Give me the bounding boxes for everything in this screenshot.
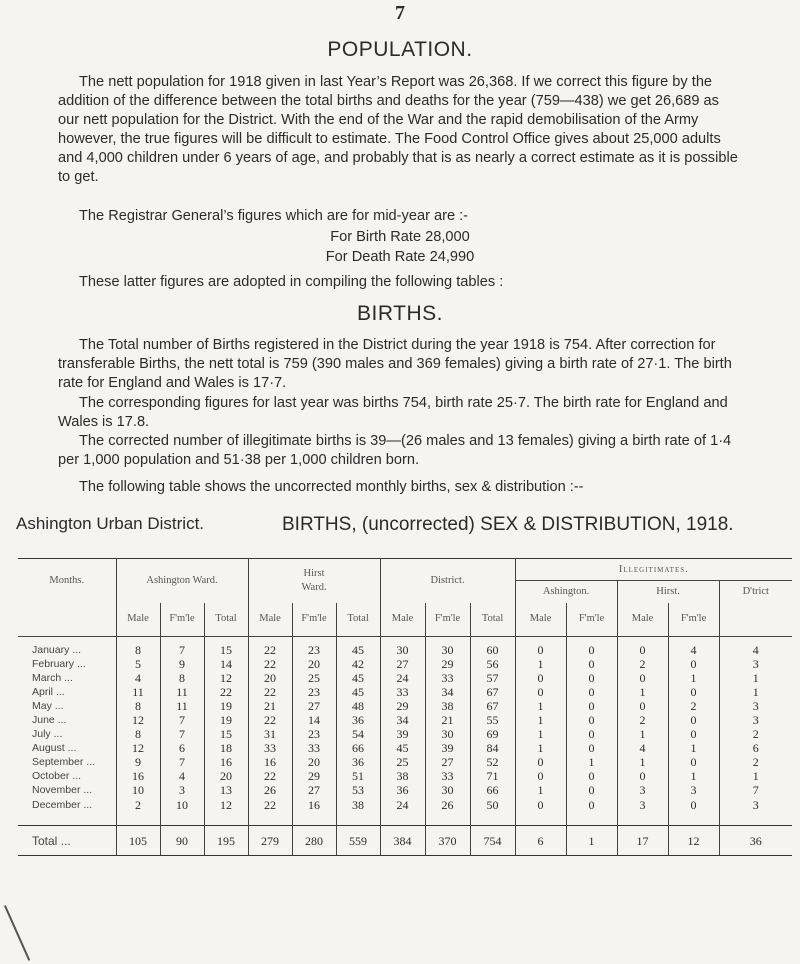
cell-illeg-ashington-male: 1 — [515, 699, 566, 713]
cell-hirst-total: 54 — [336, 727, 380, 741]
cell-illeg-hirst-female: 0 — [668, 685, 719, 699]
month-label-text: January — [32, 643, 70, 656]
cell-district-female: 30 — [425, 727, 470, 741]
cell-ashington-male: 5 — [116, 657, 160, 671]
header-months: Months. — [18, 559, 116, 603]
population-paragraph: The nett population for 1918 given in last Year’s Report was 26,368. If we correct this figure by the addition of the difference between the total births and deaths for the year (759—438) we get 26,689 as our nett population for the District. With the end of the War and the rapid demobilisation of the Army however, the true figures will be difficult to estimate. The Food Control Office gives about 25,000 adults and 4,000 children under 6 years of age, and probably that is as nearly a correct estimate as it is possible to get. — [58, 74, 738, 185]
table-row — [18, 783, 792, 797]
cell-ashington-male: 8 — [116, 727, 160, 741]
cell-illeg-hirst-female: 4 — [668, 643, 719, 657]
cell-illeg-ashington-female: 1 — [566, 826, 617, 856]
leader-dots: ... — [55, 685, 65, 698]
month-label — [18, 671, 116, 685]
header-total: Total — [470, 603, 515, 637]
cell-ashington-male: 8 — [116, 643, 160, 657]
cell-illeg-ashington-female: 0 — [566, 657, 617, 671]
cell-ashington-male: 105 — [116, 826, 160, 856]
cell-ashington-female: 90 — [160, 826, 204, 856]
header-ashington-ward: Ashington Ward. — [116, 559, 248, 603]
cell-hirst-male: 22 — [248, 643, 292, 657]
cell-district-male: 45 — [380, 741, 425, 755]
cell-illeg-ashington-male: 0 — [515, 685, 566, 699]
header-district: District. — [380, 559, 515, 603]
cell-illeg-district: 2 — [752, 755, 759, 770]
cell-district-male: 33 — [380, 685, 425, 699]
cell-hirst-total: 45 — [336, 671, 380, 685]
month-label-text: June — [32, 714, 55, 727]
month-label — [18, 769, 116, 783]
cell-illeg-hirst-male: 0 — [617, 769, 668, 783]
cell-illeg-hirst-female: 3 — [668, 783, 719, 797]
cell-district-male: 34 — [380, 713, 425, 727]
cell-district-female: 29 — [425, 657, 470, 671]
cell-hirst-total: 48 — [336, 699, 380, 713]
table-row — [18, 685, 792, 699]
cell-ashington-total: 12 — [204, 798, 248, 812]
cell-district-total: 69 — [470, 727, 515, 741]
cell-ashington-female: 8 — [160, 671, 204, 685]
cell-illeg-hirst-male: 17 — [617, 826, 668, 856]
month-label — [18, 783, 116, 797]
cell-illeg-district: 6 — [752, 741, 759, 756]
cell-district-female: 370 — [425, 826, 470, 856]
cell-ashington-female: 7 — [160, 643, 204, 657]
cell-illeg-ashington-female: 0 — [566, 741, 617, 755]
cell-illeg-hirst-male: 2 — [617, 713, 668, 727]
cell-ashington-total: 195 — [204, 826, 248, 856]
cell-district-female: 38 — [425, 699, 470, 713]
cell-ashington-female: 7 — [160, 713, 204, 727]
leader-dots: ... — [67, 742, 77, 755]
cell-ashington-total: 14 — [204, 657, 248, 671]
births-table — [18, 558, 792, 856]
header-illeg-hirst: Hirst. — [617, 581, 719, 603]
header-female: F'm'le — [160, 603, 204, 637]
cell-illeg-hirst-female: 2 — [668, 699, 719, 713]
cell-ashington-total: 18 — [204, 741, 248, 755]
cell-illeg-hirst-female: 0 — [668, 798, 719, 812]
cell-district-total: 67 — [470, 685, 515, 699]
cell-illeg-hirst-female: 1 — [668, 671, 719, 685]
cell-illeg-ashington-male: 1 — [515, 727, 566, 741]
leader-dots: ... — [83, 798, 93, 811]
cell-district-female: 30 — [425, 783, 470, 797]
cell-illeg-ashington-male: 0 — [515, 643, 566, 657]
cell-district-total: 50 — [470, 798, 515, 812]
header-female: F'm'le — [292, 603, 336, 637]
cell-ashington-female: 9 — [160, 657, 204, 671]
cell-illeg-ashington-female: 0 — [566, 685, 617, 699]
cell-district-male: 25 — [380, 755, 425, 769]
month-label — [18, 755, 116, 769]
month-label-text: July — [32, 728, 51, 741]
cell-illeg-hirst-female: 0 — [668, 755, 719, 769]
cell-illeg-district: 3 — [752, 698, 759, 713]
cell-illeg-district: 1 — [752, 684, 759, 699]
header-male: Male — [116, 603, 160, 637]
cell-illeg-ashington-female: 0 — [566, 713, 617, 727]
header-male: Male — [617, 603, 668, 637]
cell-hirst-male: 20 — [248, 671, 292, 685]
cell-illeg-ashington-male: 6 — [515, 826, 566, 856]
table-row — [18, 713, 792, 727]
cell-illeg-district: 3 — [752, 656, 759, 671]
cell-illeg-hirst-female: 1 — [668, 741, 719, 755]
cell-illeg-ashington-female: 0 — [566, 699, 617, 713]
cell-illeg-district: 3 — [752, 797, 759, 812]
cell-illeg-district: 4 — [752, 642, 759, 657]
cell-ashington-total: 13 — [204, 783, 248, 797]
cell-hirst-total: 66 — [336, 741, 380, 755]
cell-district-male: 27 — [380, 657, 425, 671]
cell-illeg-hirst-female: 12 — [668, 826, 719, 856]
leader-dots: ... — [64, 671, 73, 684]
cell-hirst-female: 27 — [292, 699, 336, 713]
cell-ashington-male: 8 — [116, 699, 160, 713]
month-label-text: November — [32, 784, 81, 797]
cell-hirst-female: 25 — [292, 671, 336, 685]
births-heading: BIRTHS. — [357, 302, 443, 325]
births-last-year-paragraph: The corresponding figures for last year was births 754, birth rate 25·7. The birth rate for England and Wales is 17.8. — [58, 395, 728, 430]
cell-hirst-female: 16 — [292, 798, 336, 812]
cell-district-male: 384 — [380, 826, 425, 856]
cell-ashington-total: 12 — [204, 671, 248, 685]
cell-illeg-ashington-male: 0 — [515, 798, 566, 812]
cell-illeg-ashington-female: 0 — [566, 727, 617, 741]
cell-hirst-male: 21 — [248, 699, 292, 713]
table-intro-paragraph: The following table shows the uncorrected monthly births, sex & distribution :-- — [79, 479, 584, 495]
cell-district-female: 34 — [425, 685, 470, 699]
cell-hirst-male: 279 — [248, 826, 292, 856]
cell-ashington-total: 19 — [204, 699, 248, 713]
cell-hirst-female: 20 — [292, 657, 336, 671]
month-label — [18, 657, 116, 671]
cell-district-male: 24 — [380, 671, 425, 685]
month-label-text: April — [32, 685, 54, 698]
cell-district-total: 60 — [470, 643, 515, 657]
cell-ashington-total: 15 — [204, 727, 248, 741]
cell-ashington-male: 4 — [116, 671, 160, 685]
table-row — [18, 755, 792, 769]
month-label-text: February — [32, 657, 75, 670]
cell-district-total: 754 — [470, 826, 515, 856]
table-row — [18, 798, 792, 812]
cell-district-total: 71 — [470, 769, 515, 783]
month-label — [18, 727, 116, 741]
cell-illeg-hirst-male: 4 — [617, 741, 668, 755]
cell-hirst-total: 42 — [336, 657, 380, 671]
month-label-text: December — [32, 798, 81, 811]
cell-illeg-ashington-male: 0 — [515, 769, 566, 783]
cell-illeg-ashington-male: 1 — [515, 741, 566, 755]
cell-illeg-ashington-male: 0 — [515, 671, 566, 685]
illegitimate-births-paragraph: The corrected number of illegitimate births is 39—(26 males and 13 females) giving a birth rate of 1·4 per 1,000 population and 51·38 per 1,000 children born. — [58, 433, 732, 468]
leader-dots: ... — [83, 784, 93, 797]
cell-illeg-district: 7 — [752, 783, 759, 798]
cell-ashington-female: 11 — [160, 685, 204, 699]
cell-illeg-district: 36 — [749, 833, 762, 848]
cell-district-total: 55 — [470, 713, 515, 727]
cell-hirst-female: 23 — [292, 727, 336, 741]
month-label — [18, 741, 116, 755]
header-female: F'm'le — [668, 603, 719, 637]
cell-hirst-female: 23 — [292, 685, 336, 699]
table-row — [18, 699, 792, 713]
cell-ashington-female: 7 — [160, 755, 204, 769]
cell-district-female: 27 — [425, 755, 470, 769]
header-hirst-ward: Hirst Ward. — [248, 559, 380, 603]
header-total: Total — [204, 603, 248, 637]
cell-ashington-male: 12 — [116, 741, 160, 755]
leader-dots: ... — [60, 833, 71, 848]
cell-district-male: 24 — [380, 798, 425, 812]
cell-district-female: 21 — [425, 713, 470, 727]
margin-mark — [4, 905, 30, 961]
death-rate-population: For Death Rate 24,990 — [325, 249, 475, 265]
header-illegitimates: Illegitimates. — [515, 559, 792, 581]
header-illeg-district: D'trict — [742, 585, 769, 597]
cell-hirst-total: 45 — [336, 685, 380, 699]
total-row — [18, 826, 792, 856]
cell-ashington-male: 2 — [116, 798, 160, 812]
cell-hirst-female: 29 — [292, 769, 336, 783]
cell-district-female: 33 — [425, 769, 470, 783]
cell-ashington-total: 15 — [204, 643, 248, 657]
month-label — [18, 643, 116, 657]
total-label-text: Total — [32, 833, 58, 848]
cell-hirst-male: 26 — [248, 783, 292, 797]
leader-dots: ... — [53, 728, 63, 741]
cell-hirst-total: 53 — [336, 783, 380, 797]
birth-rate-population: For Birth Rate 28,000 — [330, 229, 470, 245]
tables-note-paragraph: These latter figures are adopted in compiling the following tables : — [79, 274, 504, 290]
population-heading: POPULATION. — [327, 38, 473, 61]
cell-district-male: 39 — [380, 727, 425, 741]
cell-district-total: 56 — [470, 657, 515, 671]
births-table-wrapper — [18, 558, 792, 856]
header-illeg-ashington: Ashington. — [515, 581, 617, 603]
month-label — [18, 685, 116, 699]
table-row — [18, 657, 792, 671]
cell-hirst-male: 31 — [248, 727, 292, 741]
cell-ashington-male: 10 — [116, 783, 160, 797]
cell-district-female: 30 — [425, 643, 470, 657]
cell-hirst-total: 36 — [336, 713, 380, 727]
cell-ashington-male: 16 — [116, 769, 160, 783]
header-female: F'm'le — [566, 603, 617, 637]
cell-ashington-male: 9 — [116, 755, 160, 769]
cell-district-male: 38 — [380, 769, 425, 783]
header-total: Total — [336, 603, 380, 637]
month-label-text: March — [32, 671, 62, 684]
month-label — [18, 713, 116, 727]
cell-illeg-ashington-female: 0 — [566, 783, 617, 797]
leader-dots: ... — [72, 643, 82, 656]
cell-illeg-hirst-male: 1 — [617, 685, 668, 699]
cell-hirst-female: 14 — [292, 713, 336, 727]
cell-illeg-district: 2 — [752, 727, 759, 742]
cell-ashington-male: 12 — [116, 713, 160, 727]
table-row — [18, 769, 792, 783]
cell-ashington-total: 16 — [204, 755, 248, 769]
cell-illeg-ashington-male: 0 — [515, 755, 566, 769]
cell-illeg-ashington-female: 1 — [566, 755, 617, 769]
cell-illeg-hirst-male: 1 — [617, 727, 668, 741]
cell-ashington-total: 22 — [204, 685, 248, 699]
table-row — [18, 741, 792, 755]
cell-illeg-district: 3 — [752, 713, 759, 728]
cell-ashington-female: 6 — [160, 741, 204, 755]
cell-illeg-ashington-male: 1 — [515, 657, 566, 671]
cell-district-total: 57 — [470, 671, 515, 685]
cell-hirst-male: 22 — [248, 798, 292, 812]
table-row — [18, 643, 792, 657]
header-male: Male — [515, 603, 566, 637]
table-row — [18, 671, 792, 685]
cell-hirst-male: 22 — [248, 713, 292, 727]
cell-district-total: 67 — [470, 699, 515, 713]
total-label — [18, 826, 116, 856]
cell-hirst-male: 22 — [248, 769, 292, 783]
cell-district-total: 84 — [470, 741, 515, 755]
cell-hirst-total: 45 — [336, 643, 380, 657]
cell-illeg-hirst-female: 0 — [668, 727, 719, 741]
cell-illeg-ashington-female: 0 — [566, 798, 617, 812]
month-label — [18, 798, 116, 812]
cell-ashington-female: 10 — [160, 798, 204, 812]
cell-district-female: 33 — [425, 671, 470, 685]
cell-hirst-male: 22 — [248, 657, 292, 671]
cell-ashington-male: 11 — [116, 685, 160, 699]
cell-illeg-hirst-female: 0 — [668, 713, 719, 727]
cell-illeg-hirst-female: 1 — [668, 769, 719, 783]
registrar-paragraph: The Registrar General’s figures which are for mid-year are :- — [79, 208, 469, 224]
cell-district-male: 30 — [380, 643, 425, 657]
leader-dots: ... — [86, 756, 96, 769]
cell-hirst-total: 36 — [336, 755, 380, 769]
cell-ashington-female: 11 — [160, 699, 204, 713]
cell-illeg-district: 1 — [752, 670, 759, 685]
cell-district-male: 36 — [380, 783, 425, 797]
leader-dots: ... — [54, 699, 64, 712]
cell-hirst-total: 559 — [336, 826, 380, 856]
cell-illeg-hirst-male: 2 — [617, 657, 668, 671]
cell-illeg-ashington-male: 1 — [515, 783, 566, 797]
month-label-text: May — [32, 699, 52, 712]
cell-illeg-ashington-female: 0 — [566, 769, 617, 783]
table-heading-district: Ashington Urban District. — [16, 514, 205, 533]
cell-illeg-hirst-male: 0 — [617, 643, 668, 657]
cell-illeg-ashington-female: 0 — [566, 643, 617, 657]
cell-hirst-male: 16 — [248, 755, 292, 769]
cell-hirst-female: 280 — [292, 826, 336, 856]
cell-district-female: 26 — [425, 798, 470, 812]
cell-illeg-hirst-female: 0 — [668, 657, 719, 671]
cell-hirst-female: 27 — [292, 783, 336, 797]
cell-district-female: 39 — [425, 741, 470, 755]
cell-hirst-female: 23 — [292, 643, 336, 657]
header-male: Male — [380, 603, 425, 637]
cell-ashington-total: 19 — [204, 713, 248, 727]
month-label-text: August — [32, 742, 65, 755]
cell-illeg-hirst-male: 0 — [617, 699, 668, 713]
header-female: F'm'le — [425, 603, 470, 637]
cell-illeg-ashington-female: 0 — [566, 671, 617, 685]
cell-ashington-female: 7 — [160, 727, 204, 741]
cell-hirst-male: 33 — [248, 741, 292, 755]
cell-illeg-ashington-male: 1 — [515, 713, 566, 727]
cell-district-total: 66 — [470, 783, 515, 797]
cell-illeg-hirst-male: 3 — [617, 783, 668, 797]
month-label-text: September — [32, 756, 84, 769]
cell-ashington-female: 4 — [160, 769, 204, 783]
page-number: 7 — [395, 2, 405, 24]
cell-illeg-hirst-male: 1 — [617, 755, 668, 769]
cell-ashington-female: 3 — [160, 783, 204, 797]
leader-dots: ... — [72, 770, 82, 783]
births-total-paragraph: The Total number of Births registered in the District during the year 1918 is 754. After correction for transferable Births, the nett total is 759 (390 males and 369 females) giving a birth rate of 27·1. The birth rate for England and Wales is 17·7. — [58, 337, 732, 391]
cell-hirst-female: 33 — [292, 741, 336, 755]
cell-illeg-district: 1 — [752, 769, 759, 784]
cell-district-total: 52 — [470, 755, 515, 769]
header-male: Male — [248, 603, 292, 637]
leader-dots: ... — [76, 657, 86, 670]
cell-hirst-female: 20 — [292, 755, 336, 769]
month-label — [18, 699, 116, 713]
leader-dots: ... — [57, 714, 67, 727]
month-label-text: October — [32, 770, 70, 783]
cell-district-male: 29 — [380, 699, 425, 713]
cell-hirst-total: 38 — [336, 798, 380, 812]
cell-illeg-hirst-male: 3 — [617, 798, 668, 812]
cell-hirst-total: 51 — [336, 769, 380, 783]
table-heading-title: BIRTHS, (uncorrected) SEX & DISTRIBUTION, 1918. — [282, 514, 734, 535]
cell-ashington-total: 20 — [204, 769, 248, 783]
cell-hirst-male: 22 — [248, 685, 292, 699]
table-row — [18, 727, 792, 741]
cell-illeg-hirst-male: 0 — [617, 671, 668, 685]
